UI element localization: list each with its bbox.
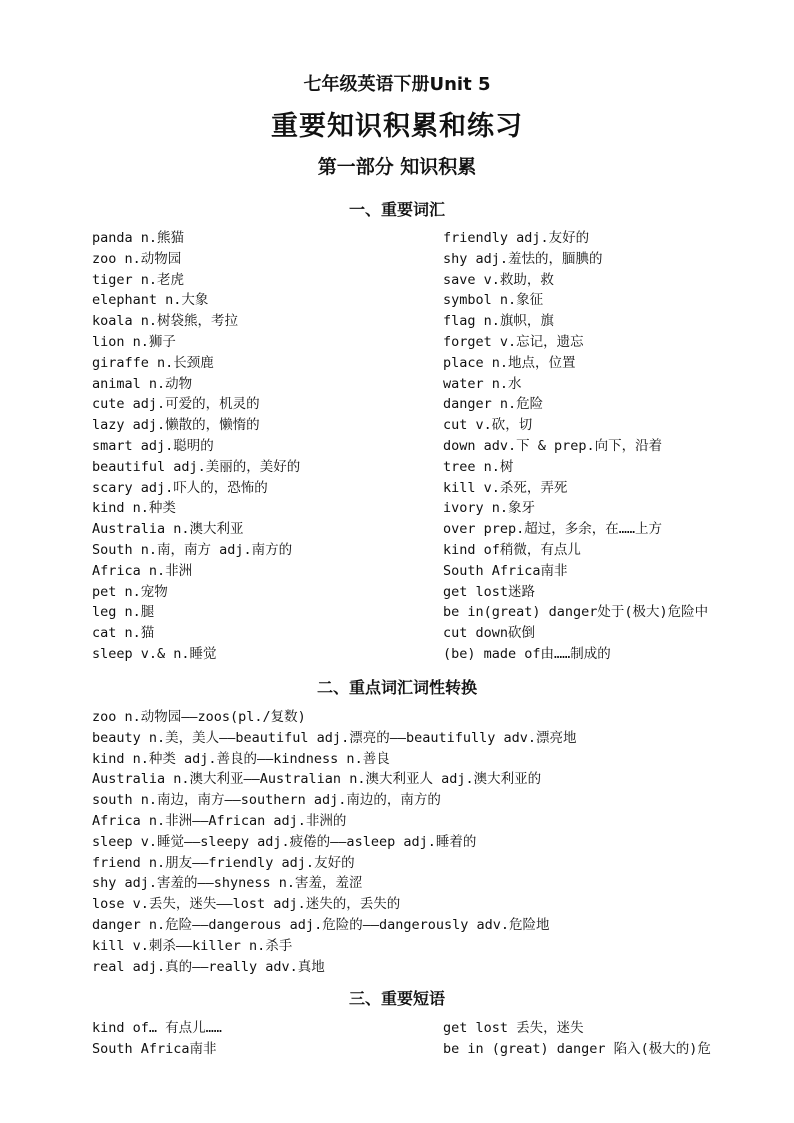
vocab-item: lazy adj.懒散的，懒惰的 [92,417,260,434]
vocab-item: symbol n.象征 [443,292,544,309]
word-form-list [92,707,577,977]
part-title: 第一部分 知识积累 [317,156,477,178]
vocab-item: get lost迷路 [443,583,536,600]
vocab-item: Africa n.非洲 [92,562,193,579]
vocab-item: sleep v.& n.睡觉 [92,645,217,662]
word-form-item: beauty n.美，美人——beautiful adj.漂亮的——beautifully adv.漂亮地 [92,729,577,746]
phrase-item: kind of… 有点儿…… [92,1020,222,1036]
word-form-item: lose v.丢失，迷失——lost adj.迷失的，丢失的 [92,896,401,913]
vocab-item: animal n.动物 [92,375,193,392]
vocab-item: kind n.种类 [92,500,176,517]
vocab-item: leg n.腿 [92,604,155,621]
vocab-item: shy adj.羞怯的，腼腆的 [443,250,603,267]
document-title-line2: 重要知识积累和练习 [271,111,523,142]
word-form-item: south n.南边，南方——southern adj.南边的，南方的 [92,792,441,809]
vocab-item: lion n.狮子 [92,333,176,350]
vocab-item: (be) made of由……制成的 [443,645,611,662]
phrase-item: get lost 丢失，迷失 [443,1020,584,1036]
vocab-item: kind of稍微，有点儿 [443,541,581,558]
vocab-item: cut down砍倒 [443,625,536,642]
phrase-right-column [443,1018,711,1060]
word-form-item: sleep v.睡觉——sleepy adj.疲倦的——asleep adj.睡着的 [92,833,477,850]
vocab-item: Australia n.澳大利亚 [92,521,244,538]
section2-heading: 二、重点词汇词性转换 [316,678,477,697]
word-form-item: zoo n.动物园——zoos(pl./复数) [92,709,306,725]
vocab-item: scary adj.吓人的，恐怖的 [92,479,268,496]
vocab-item: South Africa南非 [443,562,568,579]
vocab-item: South n.南，南方 adj.南方的 [92,541,293,558]
vocab-item: down adv.下 & prep.向下，沿着 [443,437,663,454]
vocab-item: zoo n.动物园 [92,250,182,267]
section3-heading: 三、重要短语 [348,989,445,1008]
phrase-left-column [92,1018,222,1060]
phrase-item: South Africa南非 [92,1040,217,1057]
vocab-item: tree n.树 [443,458,514,475]
vocab-item: pet n.宠物 [92,583,168,600]
vocab-item: ivory n.象牙 [443,500,536,517]
section1-heading: 一、重要词汇 [348,200,445,219]
word-form-item: kind n.种类 adj.善良的——kindness n.善良 [92,750,390,767]
vocab-right-column [443,228,708,665]
vocab-item: giraffe n.长颈鹿 [92,354,214,371]
vocab-item: tiger n.老虎 [92,271,185,288]
document-title-line1: 七年级英语下册Unit 5 [303,74,491,95]
vocab-item: place n.地点，位置 [443,354,576,371]
vocab-item: forget v.忘记，遗忘 [443,333,584,350]
word-form-item: Africa n.非洲——African adj.非洲的 [92,812,347,829]
vocab-item: cute adj.可爱的，机灵的 [92,396,260,413]
vocab-item: flag n.旗帜，旗 [443,313,554,330]
word-form-item: real adj.真的——really adv.真地 [92,958,325,975]
phrase-item: be in (great) danger 陷入(极大的)危 [443,1040,711,1057]
vocab-item: cat n.猫 [92,625,155,642]
vocab-item: koala n.树袋熊，考拉 [92,313,239,330]
vocab-item: over prep.超过，多余，在……上方 [443,521,663,538]
word-form-item: Australia n.澳大利亚——Australian n.澳大利亚人 adj.澳大利亚的 [92,771,542,788]
vocab-item: kill v.杀死，弄死 [443,479,568,496]
word-form-item: friend n.朋友——friendly adj.友好的 [92,854,355,871]
vocab-item: be in(great) danger处于(极大)危险中 [443,604,709,621]
vocab-item: panda n.熊猫 [92,230,185,246]
vocab-item: friendly adj.友好的 [443,230,590,246]
word-form-item: danger n.危险——dangerous adj.危险的——dangerously adv.危险地 [92,916,550,933]
vocab-item: water n.水 [443,375,522,392]
vocab-item: beautiful adj.美丽的，美好的 [92,458,301,475]
vocab-left-column [92,228,300,665]
vocab-item: cut v.砍，切 [443,417,533,434]
vocab-item: save v.救助，救 [443,271,554,288]
vocab-item: danger n.危险 [443,396,544,413]
vocab-item: smart adj.聪明的 [92,437,214,454]
word-form-item: kill v.刺杀——killer n.杀手 [92,937,293,954]
word-form-item: shy adj.害羞的——shyness n.害羞，羞涩 [92,875,363,892]
vocab-item: elephant n.大象 [92,292,209,309]
